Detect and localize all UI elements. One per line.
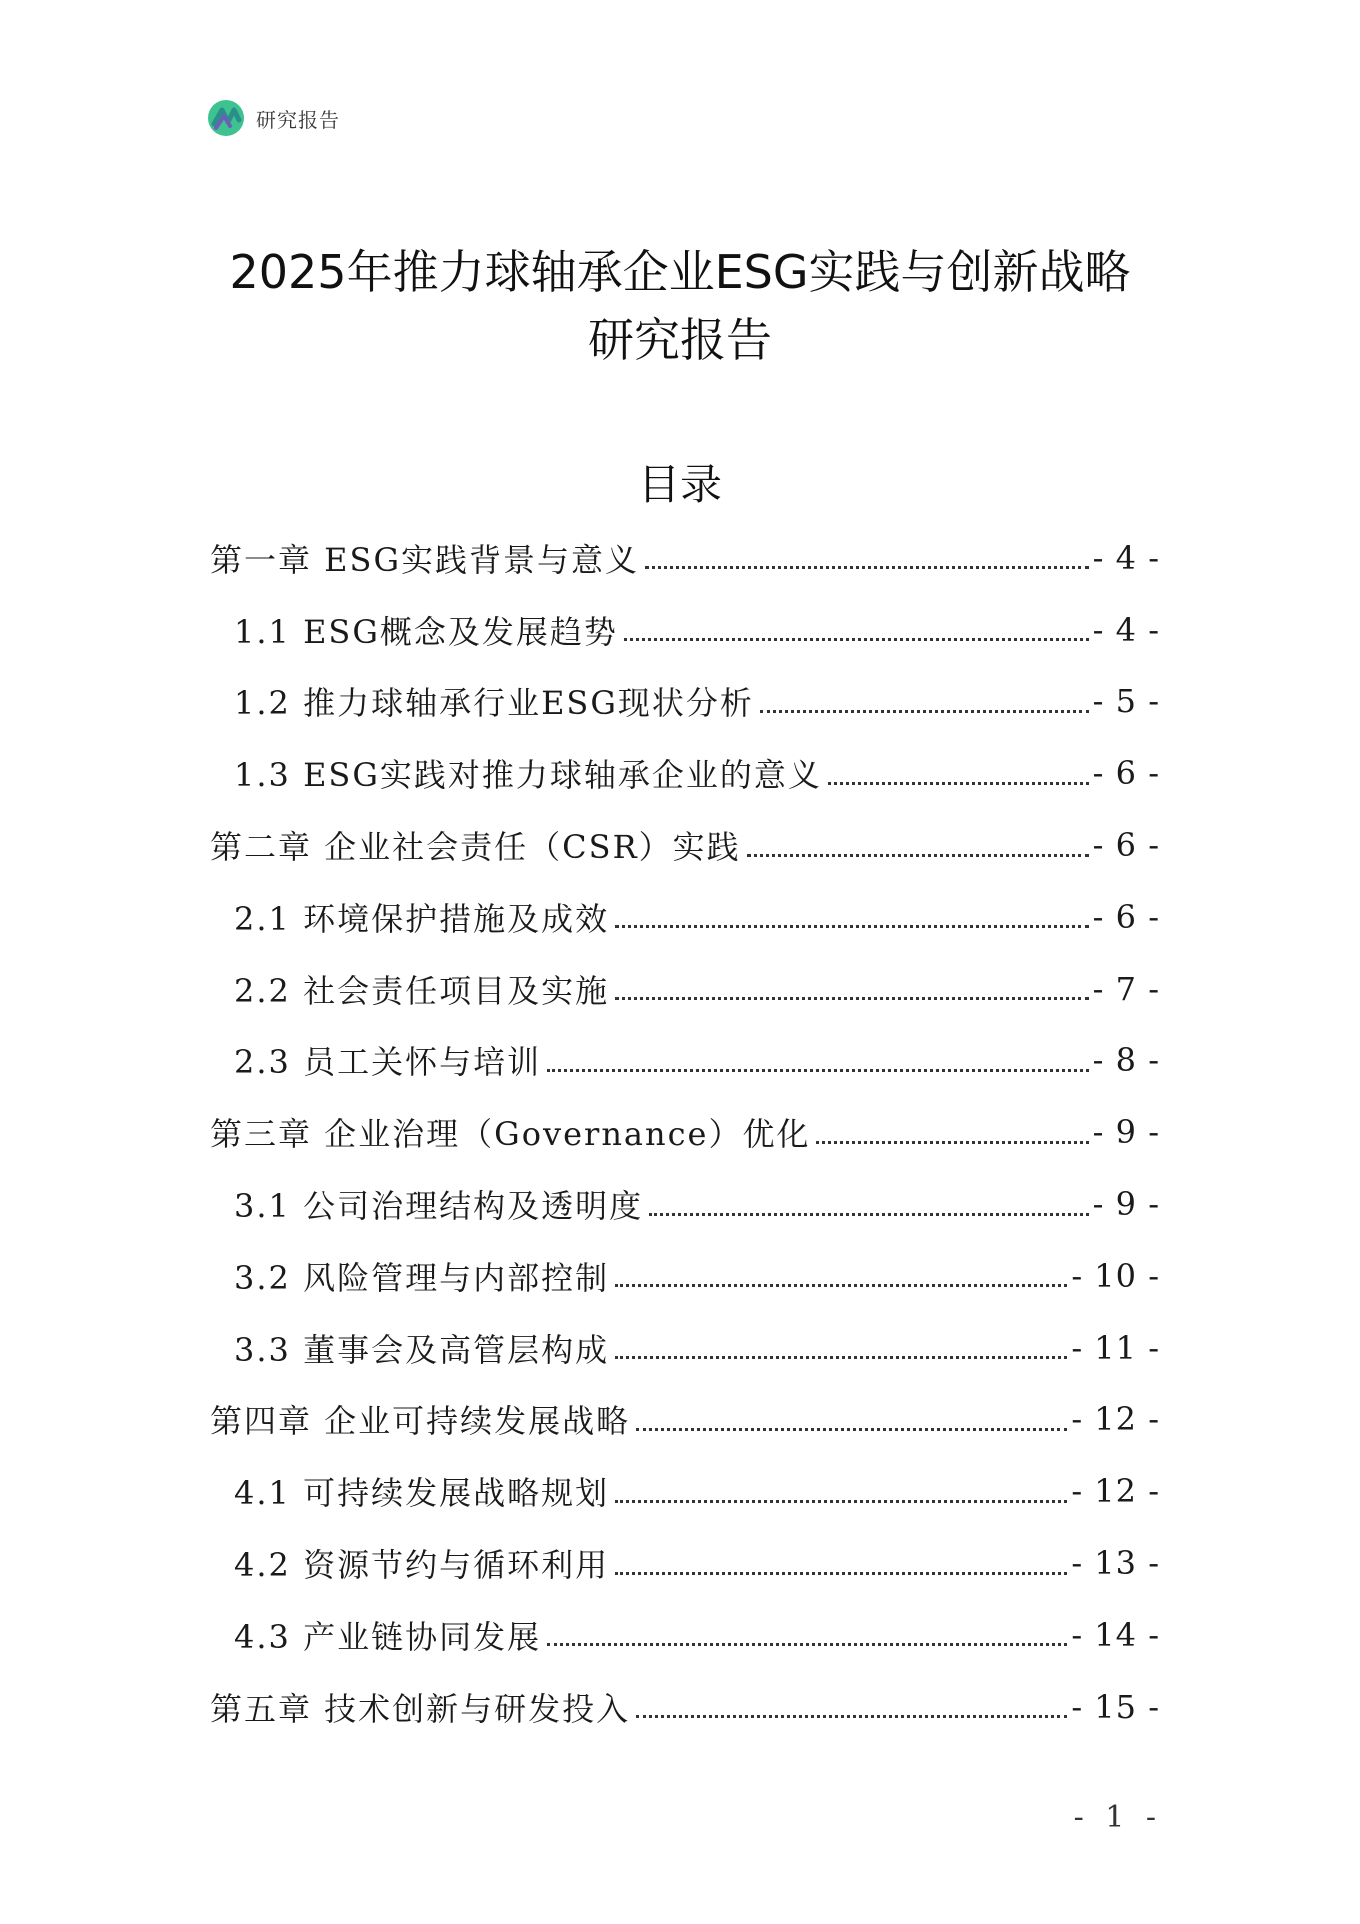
- logo-icon: [206, 98, 246, 138]
- toc-entry-title: 4.2 资源节约与循环利用: [234, 1546, 610, 1585]
- toc-entry-page: - 6 -: [1092, 826, 1160, 865]
- toc-section-entry[interactable]: [210, 881, 1160, 953]
- report-header: [206, 98, 340, 138]
- toc-entry-page: - 15 -: [1071, 1687, 1160, 1726]
- toc-dot-leader: [547, 1069, 1089, 1072]
- toc-entry-title: 第五章 技术创新与研发投入: [210, 1689, 631, 1728]
- toc-dot-leader: [649, 1213, 1089, 1216]
- toc-dot-leader: [828, 782, 1089, 785]
- table-of-contents: [210, 522, 1160, 1743]
- report-title-line-2: 研究报告: [588, 313, 772, 367]
- page-number: - 1 -: [1073, 1800, 1162, 1835]
- toc-dot-leader: [615, 1356, 1067, 1359]
- toc-entry-title: 2.1 环境保护措施及成效: [234, 899, 610, 938]
- toc-chapter-entry[interactable]: [210, 1096, 1160, 1168]
- toc-heading: 目录: [637, 460, 722, 509]
- toc-entry-title: 1.1 ESG概念及发展趋势: [234, 612, 618, 651]
- toc-dot-leader: [624, 638, 1089, 641]
- toc-entry-page: - 5 -: [1092, 682, 1160, 721]
- toc-entry-page: - 14 -: [1071, 1615, 1160, 1654]
- toc-entry-title: 2.2 社会责任项目及实施: [234, 971, 610, 1010]
- toc-entry-title: 3.3 董事会及高管层构成: [234, 1330, 610, 1369]
- toc-entry-page: - 4 -: [1092, 610, 1160, 649]
- toc-entry-title: 第三章 企业治理（Governance）优化: [210, 1115, 811, 1154]
- toc-chapter-entry[interactable]: [210, 522, 1160, 594]
- toc-chapter-entry[interactable]: [210, 1384, 1160, 1456]
- toc-entry-title: 第四章 企业可持续发展战略: [210, 1402, 631, 1441]
- toc-entry-page: - 13 -: [1071, 1544, 1160, 1583]
- toc-entry-title: 第二章 企业社会责任（CSR）实践: [210, 828, 741, 867]
- toc-section-entry[interactable]: [210, 737, 1160, 809]
- report-title: [0, 238, 1360, 374]
- toc-section-entry[interactable]: [210, 953, 1160, 1025]
- toc-dot-leader: [615, 1500, 1067, 1503]
- toc-section-entry[interactable]: [210, 1455, 1160, 1527]
- toc-dot-leader: [747, 854, 1089, 857]
- toc-entry-title: 2.3 员工关怀与培训: [234, 1043, 542, 1082]
- toc-dot-leader: [645, 566, 1089, 569]
- toc-dot-leader: [816, 1141, 1088, 1144]
- toc-section-entry[interactable]: [210, 1025, 1160, 1097]
- toc-entry-title: 第一章 ESG实践背景与意义: [210, 540, 640, 579]
- toc-dot-leader: [615, 997, 1089, 1000]
- report-title-line-1: 2025年推力球轴承企业ESG实践与创新战略: [229, 245, 1131, 299]
- toc-dot-leader: [615, 925, 1089, 928]
- toc-dot-leader: [615, 1572, 1067, 1575]
- toc-entry-title: 4.3 产业链协同发展: [234, 1617, 542, 1656]
- toc-section-entry[interactable]: [210, 594, 1160, 666]
- toc-dot-leader: [760, 710, 1089, 713]
- toc-section-entry[interactable]: [210, 666, 1160, 738]
- toc-entry-title: 1.2 推力球轴承行业ESG现状分析: [234, 684, 754, 723]
- toc-section-entry[interactable]: [210, 1312, 1160, 1384]
- toc-entry-page: - 8 -: [1092, 1041, 1160, 1080]
- toc-section-entry[interactable]: [210, 1527, 1160, 1599]
- toc-dot-leader: [636, 1428, 1067, 1431]
- toc-dot-leader: [547, 1643, 1067, 1646]
- toc-entry-page: - 4 -: [1092, 538, 1160, 577]
- toc-dot-leader: [615, 1284, 1067, 1287]
- toc-entry-title: 4.1 可持续发展战略规划: [234, 1474, 610, 1513]
- toc-entry-page: - 6 -: [1092, 897, 1160, 936]
- toc-entry-page: - 11 -: [1071, 1328, 1160, 1367]
- toc-chapter-entry[interactable]: [210, 809, 1160, 881]
- toc-entry-title: 1.3 ESG实践对推力球轴承企业的意义: [234, 756, 822, 795]
- toc-entry-page: - 9 -: [1092, 1185, 1160, 1224]
- toc-section-entry[interactable]: [210, 1599, 1160, 1671]
- toc-chapter-entry[interactable]: [210, 1671, 1160, 1743]
- toc-dot-leader: [636, 1715, 1067, 1718]
- toc-entry-title: 3.1 公司治理结构及透明度: [234, 1187, 644, 1226]
- toc-entry-title: 3.2 风险管理与内部控制: [234, 1258, 610, 1297]
- header-label: 研究报告: [256, 107, 340, 132]
- toc-entry-page: - 12 -: [1071, 1472, 1160, 1511]
- toc-entry-page: - 6 -: [1092, 754, 1160, 793]
- toc-section-entry[interactable]: [210, 1240, 1160, 1312]
- toc-entry-page: - 9 -: [1092, 1113, 1160, 1152]
- toc-entry-page: - 7 -: [1092, 969, 1160, 1008]
- toc-entry-page: - 10 -: [1071, 1256, 1160, 1295]
- toc-entry-page: - 12 -: [1071, 1400, 1160, 1439]
- toc-section-entry[interactable]: [210, 1168, 1160, 1240]
